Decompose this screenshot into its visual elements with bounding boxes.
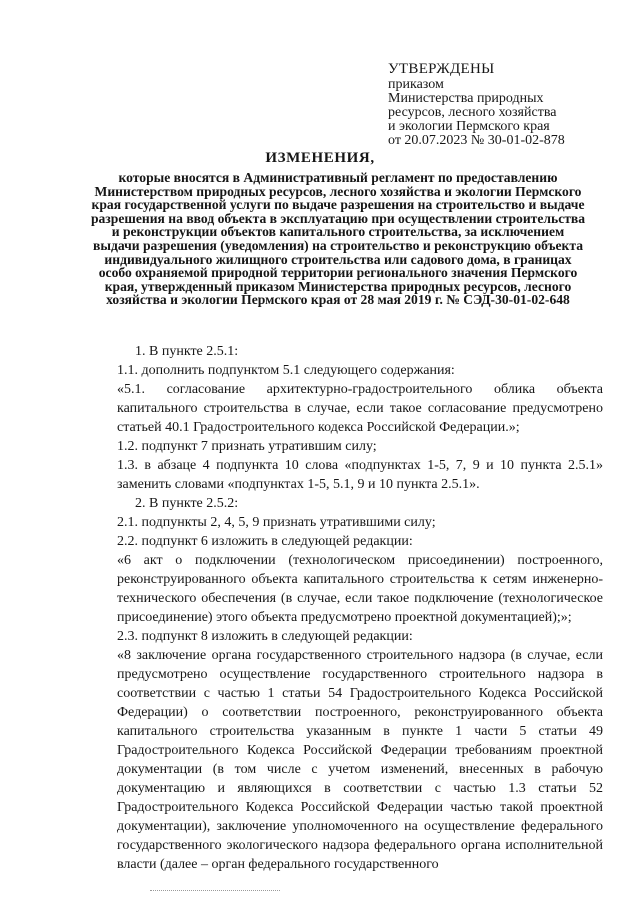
paragraph: 2.2. подпункт 6 изложить в следующей редакции:	[117, 534, 413, 549]
document-title: ИЗМЕНЕНИЯ,	[265, 150, 375, 166]
paragraph: «5.1. согласование архитектурно-градостроительного облика объекта капитального строительства в случае, если такое согласование предусмотрено статьей 40.1 Градостроительного кодекса Российской Федерации.»;	[117, 382, 603, 435]
paragraph: «6 акт о подключении (технологическом присоединении) построенного, реконструированного объекта капитального строительства к сетям инженерно-технического обеспечения (в случае, если такое подключение (технологическое присоединение) этого объекта предусмотрено проектной документацией);»;	[117, 553, 603, 625]
paragraph: 1.2. подпункт 7 признать утратившим силу;	[117, 439, 377, 454]
paragraph: 2.3. подпункт 8 изложить в следующей редакции:	[117, 629, 413, 644]
approval-line: приказом	[388, 77, 444, 92]
document-subtitle: которые вносятся в Административный регламент по предоставлению Министерством природных ресурсов, лесного хозяйства и экологии Пермского края государственной услуги по выдаче разрешения на строительство и выдаче разрешения на ввод объекта в эксплуатацию при осуществлении строительства и реконструкции объектов капитального строительства, за исключением выдачи разрешения (уведомления) на строительство и реконструкцию объекта индивидуального жилищного строительства или садового дома, в границах особо охраняемой природной территории регионального значения Пермского края, утвержденный приказом Министерства природных ресурсов, лесного хозяйства и экологии Пермского края от 28 мая 2019 г. № СЭД-30-01-02-648	[90, 170, 586, 308]
approval-heading: УТВЕРЖДЕНЫ	[388, 61, 495, 77]
paragraph: 1. В пункте 2.5.1:	[135, 344, 239, 359]
approval-line: ресурсов, лесного хозяйства	[388, 105, 557, 120]
paragraph: 2.1. подпункты 2, 4, 5, 9 признать утратившими силу;	[117, 515, 436, 530]
document-body	[117, 342, 603, 874]
approval-line: и экологии Пермского края	[388, 119, 550, 134]
paragraph: «8 заключение органа государственного строительного надзора (в случае, если предусмотрено осуществление государственного строительного надзора в соответствии с частью 1 статьи 54 Градостроительного Кодекса Российской Федерации) о соответствии построенного, реконструированного объекта капитального строительства указанным в пункте 1 части 5 статьи 49 Градостроительного Кодекса Российской Федерации требованиям проектной документации (в том числе с учетом изменений, внесенных в рабочую документацию и являющихся в соответствии с частью 1.3 статьи 52 Градостроительного Кодекса Российской Федерации частью такой проектной документации), заключение уполномоченного на осуществление федерального государственного экологического надзора федерального органа исполнительной власти (далее – орган федерального государственного	[117, 648, 603, 872]
footer-divider	[150, 890, 280, 891]
paragraph: 2. В пункте 2.5.2:	[135, 496, 239, 511]
paragraph: 1.1. дополнить подпунктом 5.1 следующего содержания:	[117, 363, 455, 378]
approval-stamp	[388, 62, 628, 148]
paragraph: 1.3. в абзаце 4 подпункта 10 слова «подпунктах 1-5, 7, 9 и 10 пункта 2.5.1» заменить словами «подпунктах 1-5, 5.1, 9 и 10 пункта 2.5.1».	[117, 458, 603, 492]
approval-line: от 20.07.2023 № 30-01-02-878	[388, 133, 565, 148]
approval-line: Министерства природных	[388, 91, 544, 106]
